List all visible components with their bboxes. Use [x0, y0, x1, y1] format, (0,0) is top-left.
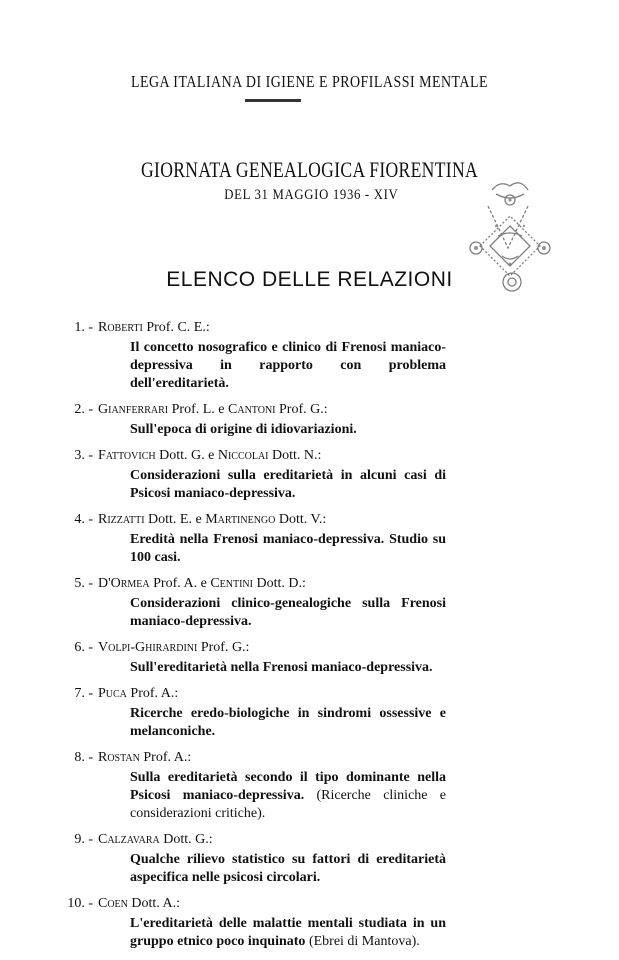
author-title: Prof. A. e — [149, 576, 211, 591]
author-title: Prof. G.: — [197, 640, 250, 655]
item-number: 3. - — [74, 448, 93, 463]
item-number: 6. - — [74, 640, 93, 655]
list-item — [0, 896, 619, 951]
list-item — [0, 320, 619, 393]
author-name: Roberti — [98, 320, 143, 335]
report-list — [0, 320, 619, 960]
item-authors — [98, 576, 306, 592]
item-number: 10. - — [67, 896, 93, 911]
document-date: DEL 31 MAGGIO 1936 - XIV — [224, 187, 399, 203]
item-authors — [98, 832, 213, 848]
author-title: Dott. N.: — [268, 448, 322, 463]
item-authors — [98, 402, 328, 418]
author-name: Gianferrari — [98, 402, 169, 417]
item-authors — [98, 448, 321, 464]
author-name: Niccolai — [217, 448, 269, 463]
item-number: 4. - — [74, 512, 93, 527]
author-name: Centini — [210, 576, 253, 591]
item-title: Considerazioni sulla ereditarietà in alcuni casi di Psicosi maniaco-depressiva. — [130, 468, 446, 501]
item-authors — [98, 896, 180, 912]
item-title-note: (Ebrei di Mantova). — [305, 934, 420, 949]
item-authors — [98, 640, 249, 656]
list-item — [0, 640, 619, 677]
author-title: Dott. E. e — [144, 512, 206, 527]
author-title: Dott. G. e — [155, 448, 218, 463]
author-title: Dott. A.: — [127, 896, 181, 911]
list-item — [0, 750, 619, 823]
author-name: Rizzatti — [98, 512, 145, 527]
item-title — [130, 915, 446, 951]
author-title: Dott. V.: — [275, 512, 327, 527]
author-name: Rostan — [98, 750, 140, 765]
header-rule — [245, 99, 301, 102]
item-number: 8. - — [74, 750, 93, 765]
list-item — [0, 448, 619, 503]
author-name: Martinengo — [205, 512, 276, 527]
item-number: 1. - — [74, 320, 93, 335]
author-title: Prof. L. e — [168, 402, 229, 417]
author-name: Volpi-Ghirardini — [98, 640, 198, 655]
item-title: Sull'epoca di origine di idiovariazioni. — [130, 422, 357, 437]
author-name: Coen — [98, 896, 128, 911]
author-title: Prof. A.: — [126, 686, 179, 701]
author-title: Prof. A.: — [139, 750, 192, 765]
author-title: Dott. G.: — [159, 832, 213, 847]
item-title: Eredità nella Frenosi maniaco-depressiva. Studio su 100 casi. — [130, 532, 446, 565]
author-title: Prof. C. E.: — [142, 320, 210, 335]
list-item — [0, 832, 619, 887]
author-name: D'Ormea — [98, 576, 150, 591]
league-name: LEGA ITALIANA DI IGIENE E PROFILASSI MENTALE — [130, 72, 489, 91]
item-title: Ricerche eredo-biologiche in sindromi ossessive e melanconiche. — [130, 706, 446, 739]
list-item — [0, 576, 619, 631]
item-authors — [98, 686, 178, 702]
document-title: GIORNATA GENEALOGICA FIORENTINA — [140, 157, 479, 182]
item-authors — [98, 750, 191, 766]
item-title-note: (Ricerche cliniche e considerazioni critiche). — [130, 788, 447, 821]
item-title: Il concetto nosografico e clinico di Frenosi maniaco-depressiva in rapporto con problema dell'ereditarietà. — [130, 340, 446, 391]
list-item — [0, 402, 619, 439]
item-authors — [98, 320, 210, 336]
item-title: Considerazioni clinico-genealogiche sulla Frenosi maniaco-depressiva. — [130, 596, 446, 629]
author-name: Puca — [98, 686, 127, 701]
author-name: Fattovich — [98, 448, 156, 463]
author-title: Prof. G.: — [275, 402, 328, 417]
item-title-main: L'ereditarietà delle malattie mentali studiata in un gruppo etnico poco inquinato — [130, 916, 446, 949]
item-title — [130, 769, 446, 823]
author-name: Calzavara — [98, 832, 160, 847]
list-heading: ELENCO DELLE RELAZIONI — [166, 268, 453, 291]
item-number: 9. - — [74, 832, 93, 847]
item-number: 5. - — [74, 576, 93, 591]
item-title: Qualche rilievo statistico su fattori di ereditarietà aspecifica nelle psicosi circolari. — [130, 852, 446, 885]
author-title: Dott. D.: — [252, 576, 306, 591]
item-title-main: Sulla ereditarietà secondo il tipo dominante nella Psicosi maniaco-depressiva. — [130, 770, 446, 803]
item-number: 7. - — [74, 686, 93, 701]
list-item — [0, 512, 619, 567]
list-item — [0, 686, 619, 741]
item-authors — [98, 512, 326, 528]
item-number: 2. - — [74, 402, 93, 417]
item-title: Sull'ereditarietà nella Frenosi maniaco-depressiva. — [130, 660, 433, 675]
author-name: Cantoni — [228, 402, 276, 417]
